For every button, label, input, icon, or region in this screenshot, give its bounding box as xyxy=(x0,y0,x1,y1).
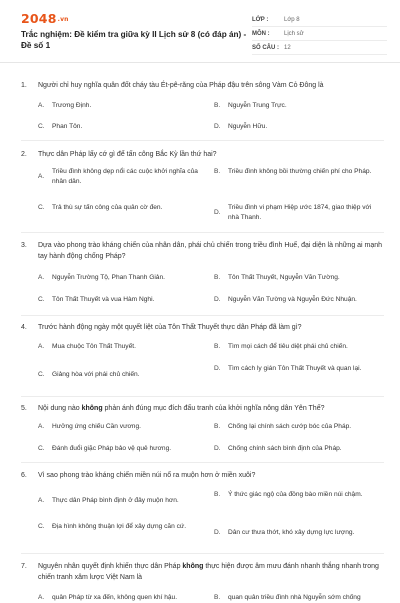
option-letter: B. xyxy=(214,423,221,430)
question-number: 5. xyxy=(21,405,27,412)
question-number: 7. xyxy=(21,563,27,570)
option-letter: D. xyxy=(214,123,221,130)
option-letter: C. xyxy=(38,371,45,378)
option-letter: B. xyxy=(214,594,221,601)
question-divider xyxy=(21,140,384,141)
option-b[interactable] xyxy=(214,167,384,177)
question-text: Thực dân Pháp lấy cớ gì để tấn công Bắc Kỳ lần thứ hai? xyxy=(38,151,217,158)
option-letter: D. xyxy=(214,296,221,303)
option-letter: B. xyxy=(214,168,221,175)
option-text: Tìm cách ly gián Tôn Thất Thuyết và quan lại. xyxy=(228,365,362,372)
option-text: Tôn Thất Thuyết và vua Hàm Nghi. xyxy=(52,296,155,303)
question-text: Người chỉ huy nghĩa quân đốt cháy tàu Ét-pê-răng của Pháp đậu trên sông Vàm Cỏ Đông là xyxy=(38,82,324,89)
option-b[interactable] xyxy=(214,593,384,603)
option-text: Triều đình vi phạm Hiệp ước 1874, giao thiệp với nhà Thanh. xyxy=(228,204,372,221)
question-number: 4. xyxy=(21,324,27,331)
question-text-part: thực hiện được âm mưu đánh nhanh thắng nhanh trong chiến tranh xâm lược Việt Nam là xyxy=(38,563,379,581)
option-a[interactable] xyxy=(38,273,200,283)
option-d[interactable] xyxy=(214,364,384,374)
option-a[interactable] xyxy=(38,496,200,506)
option-text: Nguyễn Hữu. xyxy=(228,123,268,130)
option-text: Hưởng ứng chiếu Cần vương. xyxy=(52,423,141,430)
option-b[interactable] xyxy=(214,273,384,283)
site-logo[interactable] xyxy=(21,11,69,26)
option-text: Chống chính sách bình định của Pháp. xyxy=(228,445,342,452)
option-letter: C. xyxy=(38,123,45,130)
option-text: Chống lại chính sách cướp bóc của Pháp. xyxy=(228,423,352,430)
option-letter: A. xyxy=(38,594,45,601)
question-number: 1. xyxy=(21,82,27,89)
option-text: Tìm mọi cách để tiêu diệt phái chủ chiến. xyxy=(228,343,348,350)
option-text: Mua chuộc Tôn Thất Thuyết. xyxy=(52,343,136,350)
option-letter: A. xyxy=(38,274,45,281)
quiz-meta xyxy=(252,13,387,55)
option-c[interactable] xyxy=(38,203,200,213)
meta-row-class xyxy=(252,13,387,27)
question-divider xyxy=(21,232,384,233)
question-keyword: không xyxy=(81,405,103,412)
question-keyword: không xyxy=(182,563,204,570)
option-text: Nguyễn Trường Tộ, Phan Thanh Giản. xyxy=(52,274,165,281)
option-letter: C. xyxy=(38,523,45,530)
option-d[interactable] xyxy=(214,203,384,223)
option-text: Giảng hòa với phái chủ chiến. xyxy=(52,371,140,378)
option-b[interactable] xyxy=(214,490,384,500)
option-c[interactable] xyxy=(38,122,200,132)
option-letter: A. xyxy=(38,102,45,109)
option-text: Triều đình không bồi thường chiến phí cho Pháp. xyxy=(228,168,372,175)
question-number: 2. xyxy=(21,151,27,158)
question-text: Dựa vào phong trào kháng chiến của nhân dân, phái chủ chiến trong triều đình Huế, đại diện là những ai mạnh tay hành động chống Pháp? xyxy=(38,242,383,260)
question-divider xyxy=(21,462,384,463)
question-text: Vì sao phong trào kháng chiến miền núi nổ ra muộn hơn ở miền xuôi? xyxy=(38,472,256,479)
option-letter: B. xyxy=(214,491,221,498)
option-d[interactable] xyxy=(214,444,384,454)
option-text: Đánh đuổi giặc Pháp bảo vệ quê hương. xyxy=(52,445,172,452)
logo-suffix: .vn xyxy=(57,16,69,23)
meta-value: 12 xyxy=(284,44,291,51)
question-text: Trước hành động ngày một quyết liệt của Tôn Thất Thuyết thực dân Pháp đã làm gì? xyxy=(38,324,302,331)
option-d[interactable] xyxy=(214,295,384,305)
question-text xyxy=(38,403,384,414)
question-divider xyxy=(21,315,384,316)
page-header xyxy=(0,0,400,63)
option-letter: A. xyxy=(38,343,45,350)
option-letter: B. xyxy=(214,274,221,281)
option-text: Nguyễn Văn Tường và Nguyễn Đức Nhuận. xyxy=(228,296,357,303)
option-c[interactable] xyxy=(38,522,200,532)
option-letter: A. xyxy=(38,497,45,504)
option-text: Tôn Thất Thuyết, Nguyễn Văn Tường. xyxy=(228,274,340,281)
option-d[interactable] xyxy=(214,528,384,538)
option-b[interactable] xyxy=(214,342,384,352)
option-letter: A. xyxy=(38,173,45,180)
question-number: 3. xyxy=(21,242,27,249)
question-text-part: Nguyên nhân quyết định khiến thực dân Pháp xyxy=(38,563,183,570)
option-c[interactable] xyxy=(38,444,200,454)
option-text: Phan Tôn. xyxy=(52,123,83,130)
option-letter: C. xyxy=(38,445,45,452)
logo-text: 2048 xyxy=(21,11,57,26)
option-letter: D. xyxy=(214,365,221,372)
option-c[interactable] xyxy=(38,295,200,305)
option-letter: A. xyxy=(38,423,45,430)
option-text: quan quân triều đình nhà Nguyễn sớm chống xyxy=(228,594,361,601)
option-letter: D. xyxy=(214,209,221,216)
option-a[interactable] xyxy=(38,342,200,352)
option-letter: B. xyxy=(214,343,221,350)
option-letter: B. xyxy=(214,102,221,109)
option-letter: C. xyxy=(38,296,45,303)
option-text: Trả thù sự tấn công của quân cờ đen. xyxy=(52,204,163,211)
meta-row-subject xyxy=(252,27,387,41)
option-text: Trương Định. xyxy=(52,102,92,109)
option-a[interactable] xyxy=(38,101,200,111)
meta-value: Lớp 8 xyxy=(284,16,300,23)
question-divider xyxy=(21,396,384,397)
question-text-part: Nội dung nào xyxy=(38,405,82,412)
question-divider xyxy=(21,553,384,554)
option-text: quân Pháp từ xa đến, không quen khí hậu. xyxy=(52,594,178,601)
option-letter: C. xyxy=(38,204,45,211)
option-text: Dân cư thưa thớt, khó xây dựng lực lượng. xyxy=(228,529,355,536)
question-text-part: phản ánh đúng mục đích đấu tranh của khởi nghĩa nông dân Yên Thế? xyxy=(102,405,325,412)
meta-label: LỚP : xyxy=(252,16,269,23)
meta-label: MÔN : xyxy=(252,30,270,37)
option-c[interactable] xyxy=(38,370,200,380)
option-letter: D. xyxy=(214,445,221,452)
option-a[interactable] xyxy=(38,593,200,603)
option-b[interactable] xyxy=(214,101,384,111)
question-text xyxy=(38,561,384,583)
meta-value: Lịch sử xyxy=(284,30,304,37)
option-b[interactable] xyxy=(214,422,384,432)
option-letter: D. xyxy=(214,529,221,536)
option-text: Thực dân Pháp bình định ở đây muộn hơn. xyxy=(52,497,179,504)
option-a[interactable] xyxy=(38,167,200,187)
option-a[interactable] xyxy=(38,422,200,432)
question-number: 6. xyxy=(21,472,27,479)
meta-row-count xyxy=(252,41,387,55)
option-text: Nguyễn Trung Trực. xyxy=(228,102,287,109)
option-text: Ý thức giác ngộ của đồng bào miền núi chậm. xyxy=(228,491,363,498)
option-d[interactable] xyxy=(214,122,384,132)
meta-label: SỐ CÂU : xyxy=(252,44,279,51)
option-text: Triều đình không dẹp nổi các cuộc khởi nghĩa của nhân dân. xyxy=(52,168,198,185)
option-text: Địa hình không thuận lợi để xây dựng căn cứ. xyxy=(52,523,187,530)
quiz-title: Trắc nghiệm: Đề kiểm tra giữa kỳ II Lịch sử 8 (có đáp án) - Đề số 1 xyxy=(21,30,247,50)
